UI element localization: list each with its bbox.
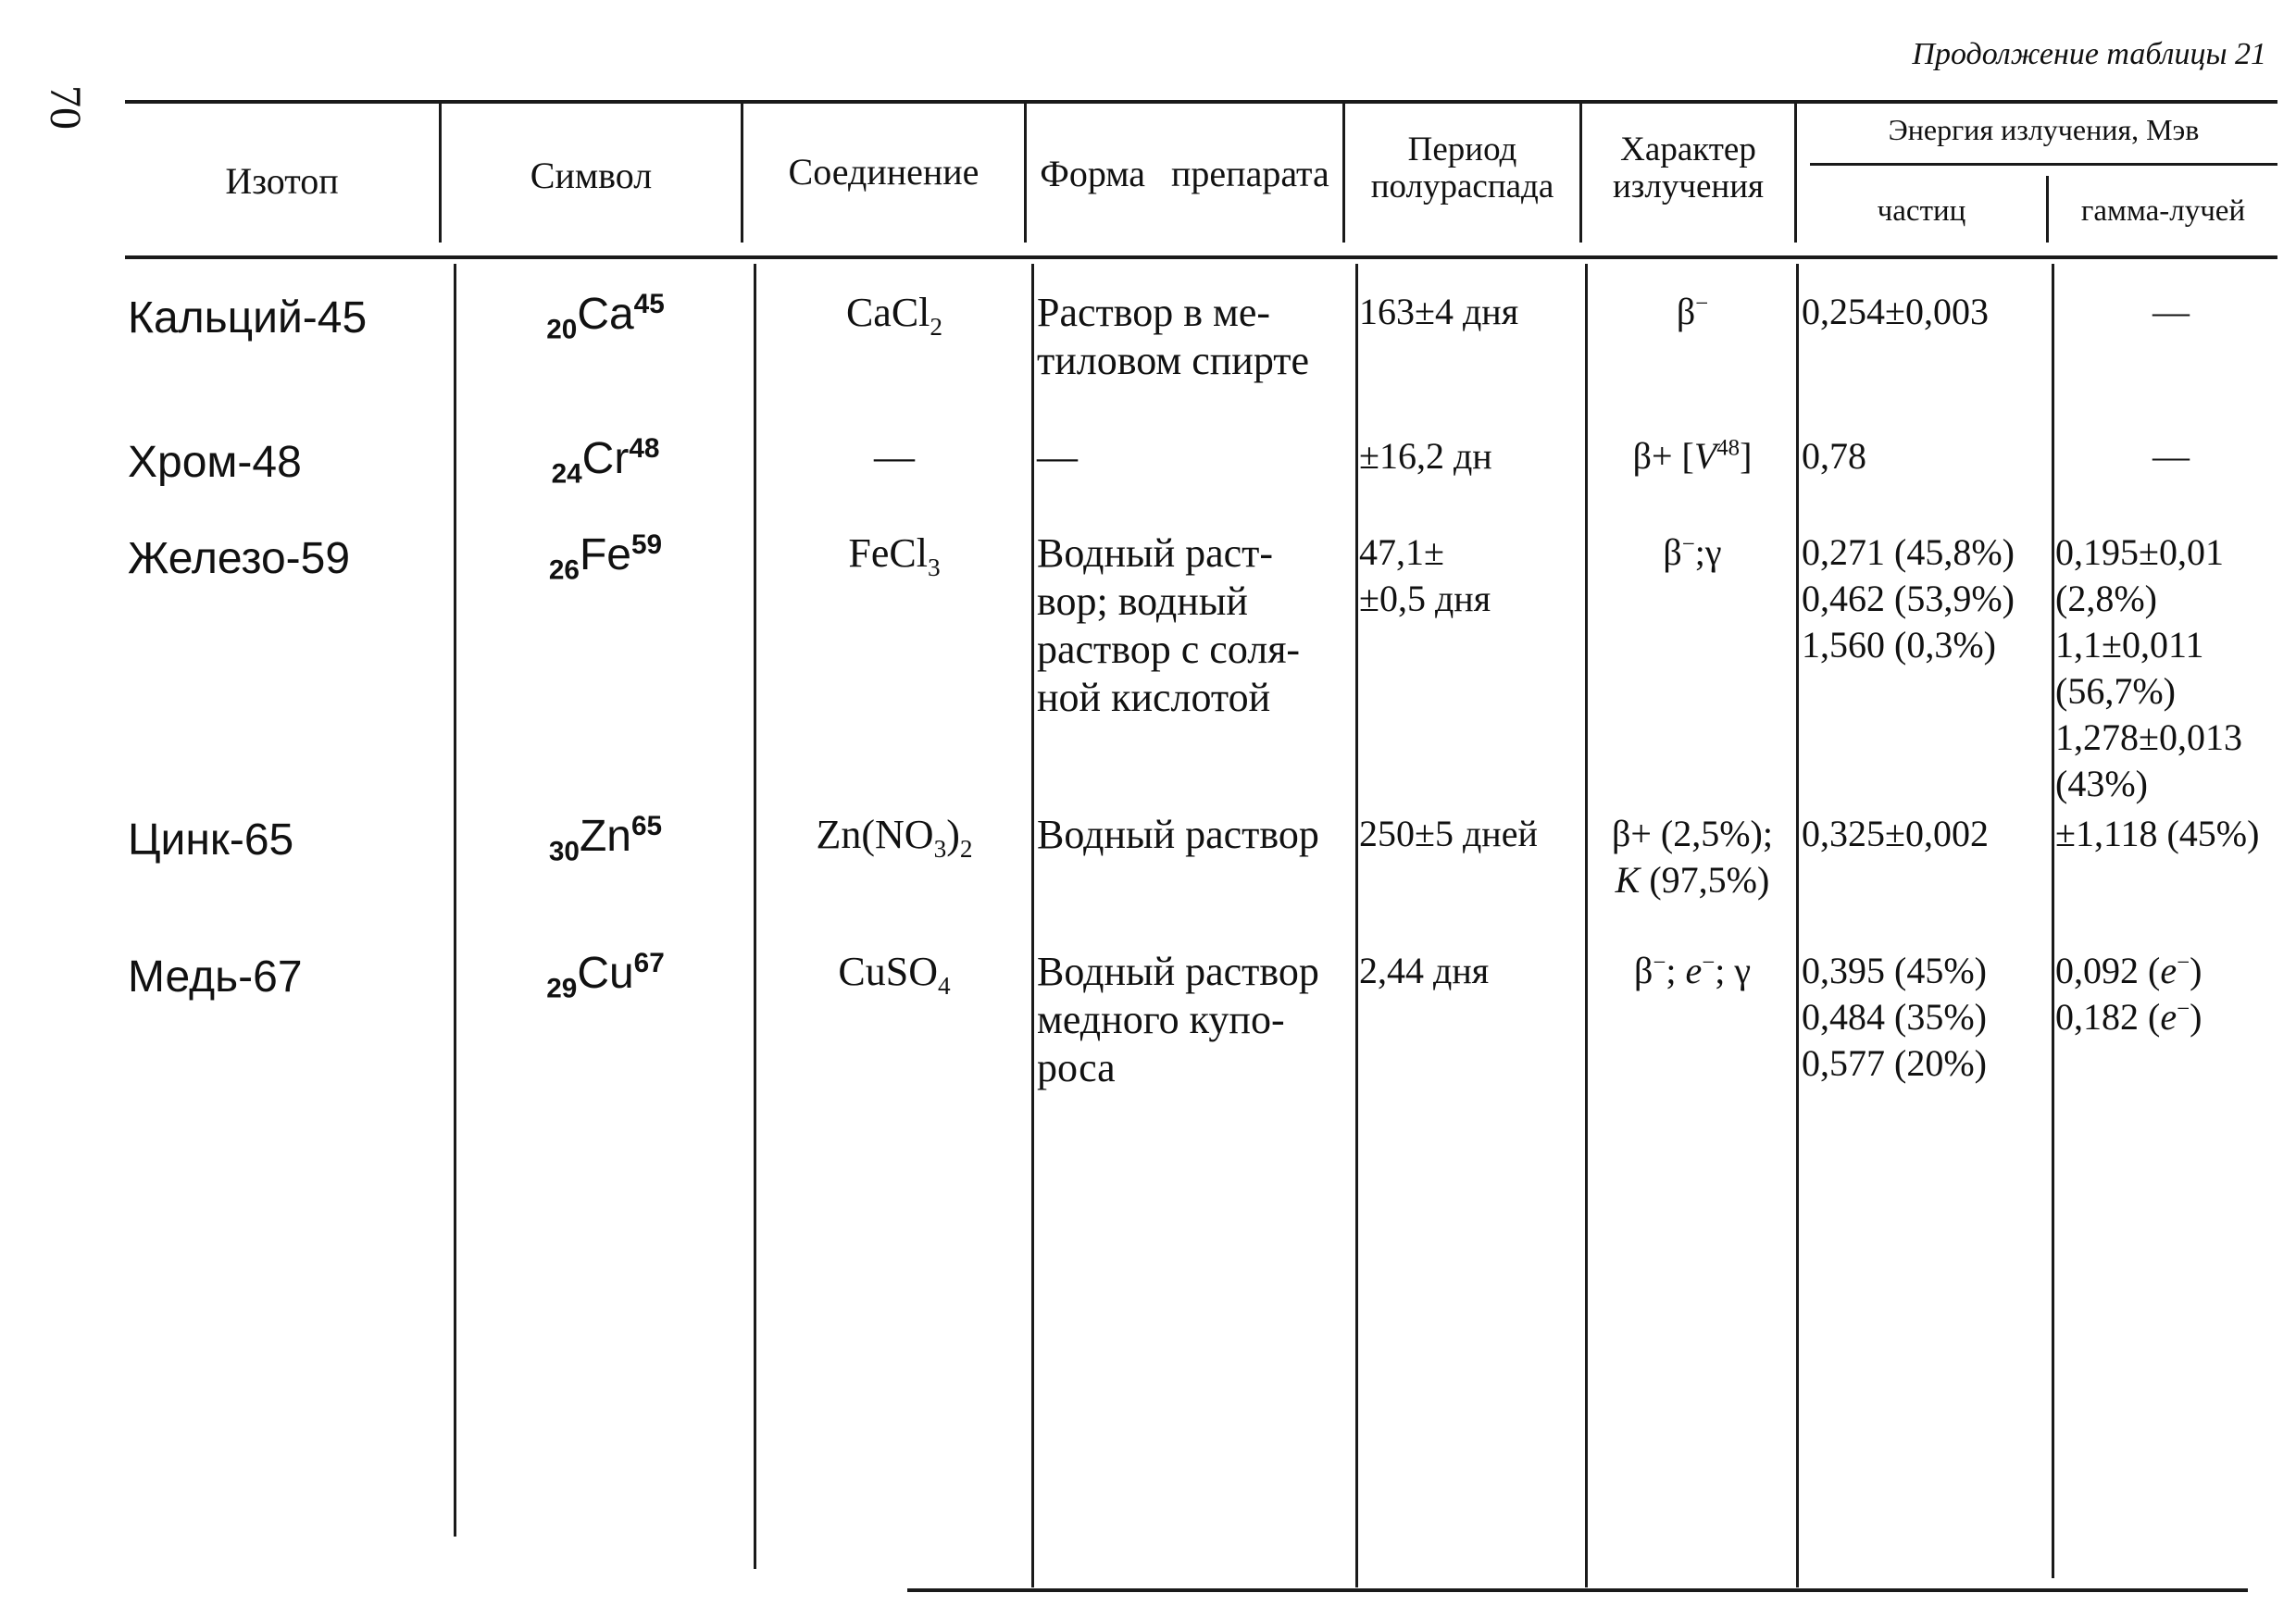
element-symbol: Cr bbox=[581, 434, 630, 483]
text-fragment: CuSO bbox=[838, 949, 938, 994]
cell-compound bbox=[757, 529, 1031, 581]
cell-isotope: Железо-59 bbox=[128, 534, 351, 583]
cell-isotope: Медь-67 bbox=[128, 952, 303, 1002]
cell-isotope: Кальций-45 bbox=[128, 293, 368, 342]
header-half-life-line-2: полураспада bbox=[1370, 168, 1554, 205]
element-symbol: Cu bbox=[577, 949, 634, 998]
text-fragment: 3 bbox=[933, 834, 947, 863]
cell-particles bbox=[1802, 289, 2052, 335]
cell-symbol bbox=[457, 948, 754, 1004]
radiation-line bbox=[1589, 857, 1796, 903]
text-fragment: ) bbox=[2190, 950, 2202, 991]
text-fragment: 3 bbox=[927, 553, 941, 581]
cell-isotope: Хром-48 bbox=[128, 438, 302, 487]
text-fragment: 2 bbox=[959, 834, 973, 863]
cell-half-life bbox=[1359, 529, 1587, 622]
form-line: раствор с соля- bbox=[1037, 627, 1301, 672]
cell-gamma bbox=[2055, 529, 2287, 807]
header-radiation bbox=[1582, 131, 1794, 205]
half-life-line: 2,44 дня bbox=[1359, 950, 1490, 991]
half-life-line: 163±4 дня bbox=[1359, 291, 1519, 332]
cell-symbol bbox=[457, 433, 754, 490]
text-fragment: − bbox=[2177, 996, 2190, 1022]
cell-form bbox=[1037, 289, 1342, 385]
text-fragment: 2 bbox=[930, 312, 943, 341]
mass-number: 59 bbox=[631, 529, 663, 560]
particles-line: 0,78 bbox=[1802, 435, 1866, 477]
text-fragment: V bbox=[1693, 435, 1717, 477]
atomic-number: 24 bbox=[551, 458, 582, 490]
gamma-line: (56,7%) bbox=[2055, 670, 2176, 712]
energy-subheader-rule bbox=[1810, 163, 2277, 166]
header-particles: частиц bbox=[1877, 194, 1966, 228]
gamma-line: (43%) bbox=[2055, 763, 2148, 804]
header-isotope: Изотоп bbox=[225, 160, 339, 202]
text-fragment: 4 bbox=[937, 971, 951, 1000]
form-line: роса bbox=[1037, 1045, 1116, 1090]
gamma-line: ±1,118 (45%) bbox=[2055, 813, 2260, 854]
text-fragment: e bbox=[2160, 996, 2177, 1038]
cell-gamma bbox=[2055, 948, 2287, 1040]
cell-compound bbox=[757, 289, 1031, 341]
header-bottom-rule bbox=[125, 255, 2277, 259]
text-fragment: − bbox=[1681, 531, 1695, 557]
gamma-line: — bbox=[2152, 291, 2190, 332]
radiation-line bbox=[1589, 289, 1796, 335]
cell-half-life bbox=[1359, 811, 1587, 857]
cell-radiation bbox=[1589, 289, 1796, 335]
table-bottom-rule bbox=[907, 1588, 2248, 1592]
text-fragment: β bbox=[1676, 291, 1696, 332]
text-fragment: ; bbox=[1666, 950, 1686, 991]
header-gamma: гамма-лучей bbox=[2080, 194, 2246, 228]
text-fragment: − bbox=[1653, 950, 1666, 976]
particles-line: 0,325±0,002 bbox=[1802, 813, 1989, 854]
mass-number: 67 bbox=[633, 948, 665, 978]
particles-line: 0,484 (35%) bbox=[1802, 996, 1987, 1038]
cell-form bbox=[1037, 948, 1342, 1092]
body-divider-3 bbox=[1031, 264, 1034, 1587]
atomic-number: 20 bbox=[546, 314, 578, 345]
cell-particles bbox=[1802, 433, 2052, 479]
text-fragment: β bbox=[1663, 531, 1682, 573]
radiation-line bbox=[1589, 948, 1796, 994]
half-life-line: ±16,2 дн bbox=[1359, 435, 1492, 477]
running-head: Продолжение таблицы 21 bbox=[1912, 37, 2266, 71]
header-radiation-line-2: излучения bbox=[1612, 168, 1765, 205]
form-line: Водный раст- bbox=[1037, 530, 1274, 576]
text-fragment: — bbox=[874, 434, 915, 479]
cell-radiation bbox=[1589, 529, 1796, 576]
form-line: ной кислотой bbox=[1037, 675, 1271, 720]
cell-symbol bbox=[457, 529, 754, 586]
text-fragment: − bbox=[1702, 950, 1716, 976]
text-fragment: β+ [ bbox=[1632, 435, 1694, 477]
text-fragment: ) bbox=[2190, 996, 2202, 1038]
cell-radiation bbox=[1589, 948, 1796, 994]
form-line: медного купо- bbox=[1037, 997, 1285, 1042]
form-line: Водный раствор bbox=[1037, 812, 1319, 857]
table-top-rule bbox=[125, 100, 2277, 104]
cell-form bbox=[1037, 529, 1342, 722]
particles-line: 1,560 (0,3%) bbox=[1802, 624, 1996, 666]
gamma-line: 0,195±0,01 bbox=[2055, 531, 2224, 573]
header-compound: Соединение bbox=[788, 151, 980, 193]
body-divider-1 bbox=[454, 264, 456, 1537]
half-life-line: 250±5 дней bbox=[1359, 813, 1538, 854]
text-fragment: β bbox=[1633, 950, 1653, 991]
cell-radiation bbox=[1589, 811, 1796, 903]
gamma-line bbox=[2055, 948, 2287, 994]
text-fragment: 0,092 ( bbox=[2055, 950, 2161, 991]
element-symbol: Zn bbox=[579, 812, 631, 861]
text-fragment: e bbox=[1685, 950, 1703, 991]
text-fragment: ; γ bbox=[1715, 950, 1752, 991]
cell-half-life bbox=[1359, 433, 1587, 479]
gamma-line bbox=[2055, 994, 2287, 1040]
text-fragment: β+ (2,5%); bbox=[1612, 813, 1773, 854]
half-life-line: ±0,5 дня bbox=[1359, 578, 1491, 619]
cell-isotope: Цинк-65 bbox=[128, 815, 294, 865]
cell-compound bbox=[757, 433, 1031, 481]
particles-line: 0,395 (45%) bbox=[1802, 950, 1987, 991]
cell-compound bbox=[757, 811, 1031, 863]
cell-compound bbox=[757, 948, 1031, 1000]
cell-symbol bbox=[457, 289, 754, 345]
form-line: тиловом спирте bbox=[1037, 338, 1310, 383]
header-symbol: Символ bbox=[530, 155, 653, 196]
header-radiation-line-1: Характер bbox=[1620, 131, 1756, 168]
particles-line: 0,271 (45,8%) bbox=[1802, 531, 2015, 573]
cell-particles bbox=[1802, 529, 2052, 668]
radiation-line bbox=[1589, 811, 1796, 857]
header-half-life bbox=[1345, 131, 1579, 205]
gamma-line: (2,8%) bbox=[2055, 578, 2157, 619]
cell-gamma bbox=[2055, 811, 2287, 857]
text-fragment: − bbox=[1695, 291, 1709, 317]
cell-gamma bbox=[2055, 433, 2287, 479]
text-fragment: 48 bbox=[1716, 435, 1741, 461]
particles-line: 0,577 (20%) bbox=[1802, 1042, 1987, 1084]
form-line: Раствор в ме- bbox=[1037, 290, 1271, 335]
cell-form bbox=[1037, 811, 1342, 859]
particles-line: 0,254±0,003 bbox=[1802, 291, 1989, 332]
cell-form bbox=[1037, 433, 1342, 481]
body-divider-4 bbox=[1355, 264, 1358, 1587]
form-line: Водный раствор bbox=[1037, 949, 1319, 994]
body-divider-7 bbox=[2052, 264, 2054, 1578]
cell-half-life bbox=[1359, 289, 1587, 335]
cell-radiation bbox=[1589, 433, 1796, 479]
form-line: вор; водный bbox=[1037, 579, 1248, 624]
element-symbol: Ca bbox=[577, 290, 634, 339]
mass-number: 48 bbox=[629, 433, 660, 464]
header-energy: Энергия излучения, Мэв bbox=[1888, 113, 2200, 146]
cell-symbol bbox=[457, 811, 754, 867]
cell-half-life bbox=[1359, 948, 1587, 994]
text-fragment: Zn(NO bbox=[816, 812, 934, 857]
text-fragment: 0,182 ( bbox=[2055, 996, 2161, 1038]
text-fragment: ;γ bbox=[1694, 531, 1722, 573]
atomic-number: 29 bbox=[546, 973, 578, 1004]
text-fragment: K bbox=[1615, 859, 1641, 901]
radiation-line bbox=[1589, 433, 1796, 479]
header-form: Форма препарата bbox=[1040, 153, 1329, 194]
cell-particles bbox=[1802, 811, 2052, 857]
half-life-line: 47,1± bbox=[1359, 531, 1444, 573]
cell-particles bbox=[1802, 948, 2052, 1087]
body-divider-2 bbox=[754, 264, 756, 1569]
gamma-line: — bbox=[2152, 435, 2190, 477]
element-symbol: Fe bbox=[579, 530, 631, 579]
mass-number: 65 bbox=[631, 811, 663, 841]
body-divider-6 bbox=[1796, 264, 1799, 1587]
text-fragment: FeCl bbox=[848, 530, 928, 576]
radiation-line bbox=[1589, 529, 1796, 576]
text-fragment: e bbox=[2160, 950, 2177, 991]
cell-gamma bbox=[2055, 289, 2287, 335]
page-number: 70 bbox=[41, 85, 90, 130]
text-fragment: CaCl bbox=[845, 290, 930, 335]
gamma-line: 1,1±0,011 bbox=[2055, 624, 2204, 666]
text-fragment: (97,5%) bbox=[1640, 859, 1770, 901]
text-fragment: ) bbox=[946, 812, 960, 857]
particles-line: 0,462 (53,9%) bbox=[1802, 578, 2015, 619]
atomic-number: 26 bbox=[548, 554, 580, 586]
text-fragment: − bbox=[2177, 950, 2190, 976]
header-half-life-line-1: Период bbox=[1407, 131, 1517, 168]
form-line: — bbox=[1037, 434, 1078, 479]
atomic-number: 30 bbox=[548, 836, 580, 867]
text-fragment: ] bbox=[1740, 435, 1753, 477]
mass-number: 45 bbox=[633, 289, 665, 319]
gamma-line: 1,278±0,013 bbox=[2055, 716, 2242, 758]
